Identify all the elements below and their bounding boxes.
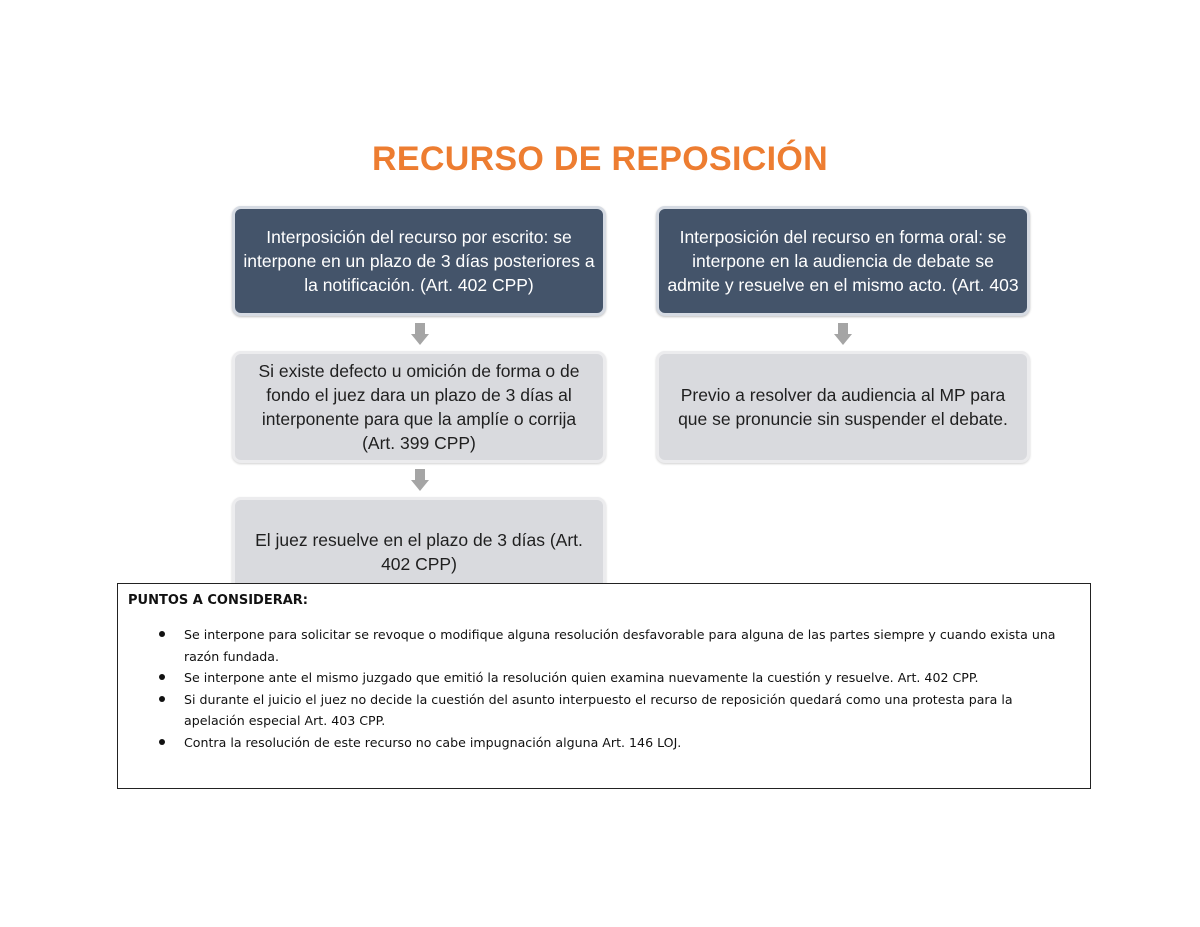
written-filing-text: Interposición del recurso por escrito: se interpone en un plazo de 3 días posteriores a la notificación. (Art. 402 CPP) [243,227,595,295]
written-filing-box [232,206,606,316]
down-arrow-icon [834,323,852,345]
list-item-text: Se interpone ante el mismo juzgado que emitió la resolución quien examina nuevamente la cuestión y resuelve. Art. 402 CPP. [184,670,979,685]
down-arrow-icon [411,323,429,345]
list-item-text: Contra la resolución de este recurso no cabe impugnación alguna Art. 146 LOJ. [184,734,682,750]
list-item [118,624,1090,667]
mp-hearing-box [656,351,1030,463]
mp-hearing-text: Previo a resolver da audiencia al MP para que se pronuncie sin suspender el debate. [678,385,1008,429]
list-item [118,689,1090,732]
considerations-list [118,624,1090,753]
down-arrow-icon [411,469,429,491]
defect-correction-box [232,351,606,463]
list-item [118,732,1090,754]
considerations-heading: PUNTOS A CONSIDERAR: [128,593,308,608]
oral-filing-text: Interposición del recurso en forma oral: se interpone en la audiencia de debate se admite y resuelve en el mismo acto. (Art. 403 [667,227,1019,295]
bullet-icon [159,674,165,680]
judge-resolves-text: El juez resuelve en el plazo de 3 días (Art. 402 CPP) [255,530,583,574]
bullet-icon [159,631,165,637]
bullet-icon [159,696,165,702]
list-item [118,667,1090,689]
oral-filing-box [656,206,1030,316]
list-item-text: Se interpone para solicitar se revoque o modifique alguna resolución desfavorable para alguna de las partes siempre y cuando exista una razón fundada. [184,627,1056,664]
page-title: RECURSO DE REPOSICIÓN [372,140,828,178]
list-item-text: Si durante el juicio el juez no decide la cuestión del asunto interpuesto el recurso de reposición quedará como una protesta para la apelación especial Art. 403 CPP. [184,691,1013,728]
bullet-icon [159,739,165,745]
considerations-box [117,583,1091,789]
defect-correction-text: Si existe defecto u omición de forma o de fondo el juez dara un plazo de 3 días al interponente para que la amplíe o corrija (Art. 399 CPP) [258,361,580,453]
